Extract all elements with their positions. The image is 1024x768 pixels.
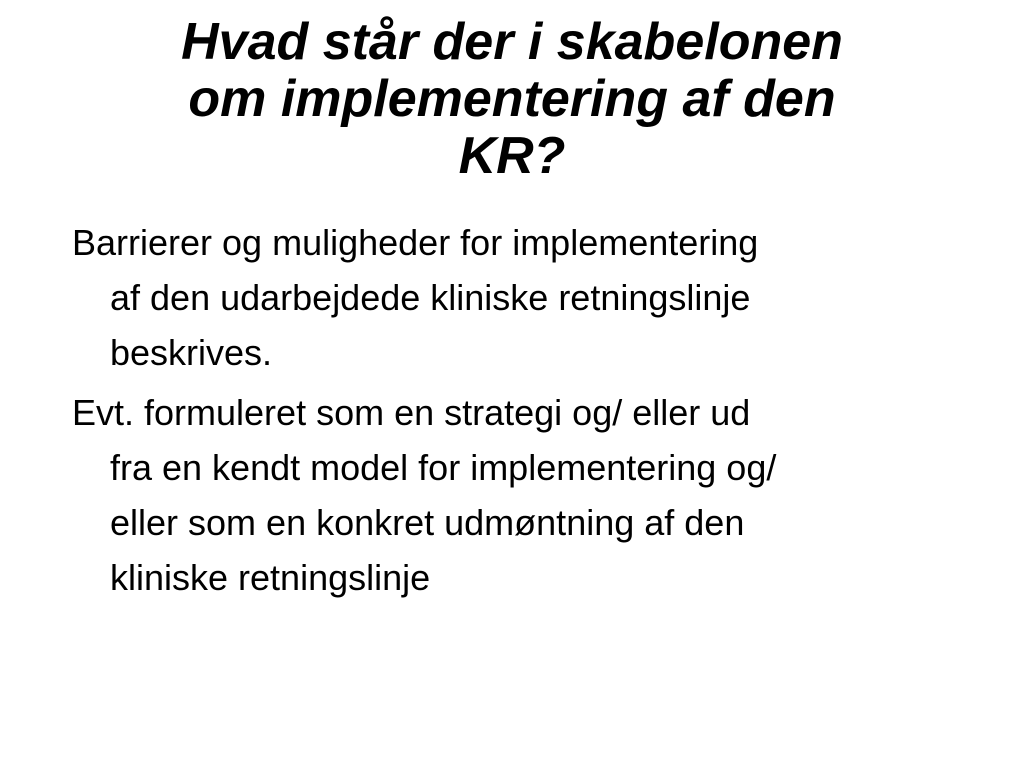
slide-title-line: om implementering af den — [188, 70, 836, 128]
bullet-line: eller som en konkret udmøntning af den — [110, 502, 745, 543]
slide-title-line: KR? — [458, 127, 566, 185]
bullet-line: beskrives. — [110, 332, 273, 373]
bullet-paragraph — [72, 385, 972, 605]
bullet-line: Barrierer og muligheder for implementering — [72, 222, 759, 263]
slide-body — [72, 215, 972, 610]
bullet-line: af den udarbejdede kliniske retningslinje — [110, 277, 751, 318]
bullet-line: kliniske retningslinje — [110, 557, 431, 598]
bullet-paragraph — [72, 215, 972, 380]
slide-title-line: Hvad står der i skabelonen — [181, 13, 843, 71]
bullet-line: Evt. formuleret som en strategi og/ eller ud — [72, 392, 751, 433]
slide-title — [60, 14, 964, 185]
bullet-line: fra en kendt model for implementering og/ — [110, 447, 777, 488]
